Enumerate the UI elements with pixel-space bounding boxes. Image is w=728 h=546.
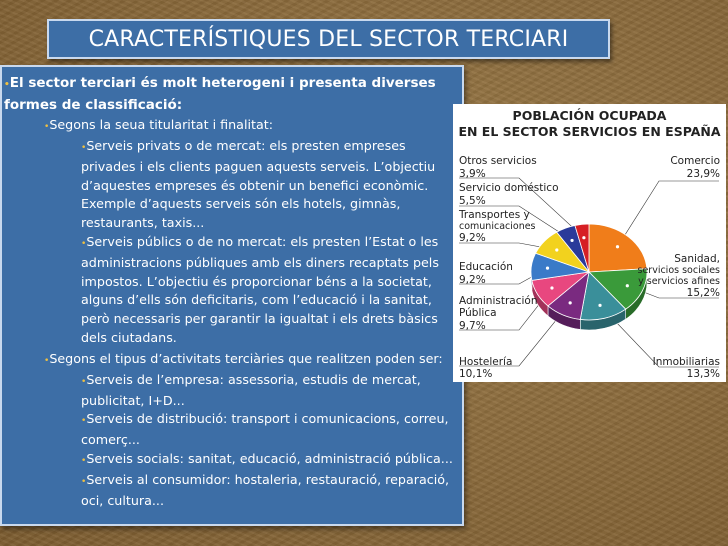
label-otros-value: 3,9% — [459, 168, 486, 180]
label-transportes-value: 9,2% — [459, 232, 486, 244]
content-box — [0, 65, 464, 526]
bullet-level2-titularitat: •Segons la seua titularitat i finalitat: — [44, 117, 273, 132]
bullet-level2-activitats: •Segons el tipus d’activitats terciàries que realitzen poden ser: — [44, 350, 443, 366]
label-admin-name1: Administración — [459, 295, 538, 307]
label-sanidad-value: 15,2% — [686, 287, 720, 299]
bullet-serveis-socials: •Serveis socials: sanitat, educació, administració pública... — [81, 450, 453, 466]
bullet-level1: •El sector terciari és molt heterogeni i presenta diverses formes de classificació: — [4, 75, 436, 113]
label-sanidad-name3: y servicios afines — [638, 276, 720, 287]
bullet-serveis-consumidor: •Serveis al consumidor: hostaleria, restauració, reparació, oci, cultura... — [81, 471, 450, 508]
pie-slice-dot — [616, 245, 619, 248]
slide-title-box — [47, 19, 610, 59]
label-transportes-name2: comunicaciones — [459, 221, 536, 232]
pie-slice-dot — [626, 284, 629, 287]
bullet-dot-icon: • — [81, 455, 87, 466]
pie-slices — [531, 224, 647, 330]
pie-slice-dot — [550, 286, 553, 289]
chart-title-line1: POBLACIÓN OCUPADA — [512, 108, 667, 123]
label-admin-name2: Pública — [459, 307, 497, 319]
bullet-dot-icon: • — [81, 416, 87, 427]
label-admin-value: 9,7% — [459, 320, 486, 332]
label-inmobiliarias-name: Inmobiliarias — [652, 356, 720, 368]
label-transportes-name1: Transportes y — [459, 209, 530, 221]
pie-slice-dot — [546, 266, 549, 269]
bullet-serveis-empresa: •Serveis de l’empresa: assessoria, estudis de mercat, publicitat, I+D... — [81, 371, 421, 408]
slide-title: CARACTERÍSTIQUES DEL SECTOR TERCIARI — [88, 26, 569, 52]
pie-chart-figure — [453, 104, 726, 382]
bullet-serveis-privats: •Serveis privats o de mercat: els presten empreses privades i els clients paguen aquests serveis. L’objectiu d’aquestes empreses és obtenir un benefici econòmic. Exemple d’aquests serveis són els hotels, gimnàs, restaurants, taxis... — [81, 138, 436, 231]
bullet-dot-icon: • — [81, 376, 87, 387]
bullet-dot-icon: • — [44, 122, 50, 132]
bullet-dot-icon: • — [44, 355, 50, 366]
bullet-serveis-distribucio: •Serveis de distribució: transport i comunicacions, correu, comerç... — [81, 411, 449, 448]
bullet-dot-icon: • — [81, 476, 87, 487]
label-domestico-value: 5,5% — [459, 195, 486, 207]
label-comercio-value: 23,9% — [686, 168, 720, 180]
label-educacion-name: Educación — [459, 261, 513, 273]
pie-chart-svg — [453, 104, 726, 382]
pie-slice-dot — [582, 236, 585, 239]
bullet-dot-icon: • — [4, 80, 10, 90]
leader-line — [617, 181, 719, 247]
bullet-dot-icon: • — [81, 238, 87, 249]
label-domestico-name: Servicio doméstico — [459, 182, 559, 194]
bullet-serveis-publics: •Serveis públics o de no mercat: els presten l’Estat o les administracions públiques amb els diners recaptats pels impostos. L’objectiu és proporcionar béns a la societat, alguns d’ells són deficitaris, com l’educació i la sanitat, però necessaris per garantir la igualtat i els drets bàsics dels ciutadans. — [81, 233, 439, 345]
label-comercio-name: Comercio — [670, 155, 720, 167]
bullet-dot-icon: • — [81, 143, 87, 153]
pie-slice-dot — [598, 304, 601, 307]
label-otros-name: Otros servicios — [459, 155, 537, 167]
label-hosteleria-name: Hostelería — [459, 356, 513, 368]
label-educacion-value: 9,2% — [459, 274, 486, 286]
pie-slice-dot — [569, 301, 572, 304]
chart-title-line2: EN EL SECTOR SERVICIOS EN ESPAÑA — [458, 124, 721, 139]
pie-slice-dot — [570, 239, 573, 242]
label-hosteleria-value: 10,1% — [459, 368, 493, 380]
label-inmobiliarias-value: 13,3% — [686, 368, 720, 380]
label-sanidad-name2: servicios sociales — [637, 265, 720, 276]
pie-slice-dot — [555, 248, 558, 251]
label-sanidad-name1: Sanidad, — [674, 253, 720, 265]
